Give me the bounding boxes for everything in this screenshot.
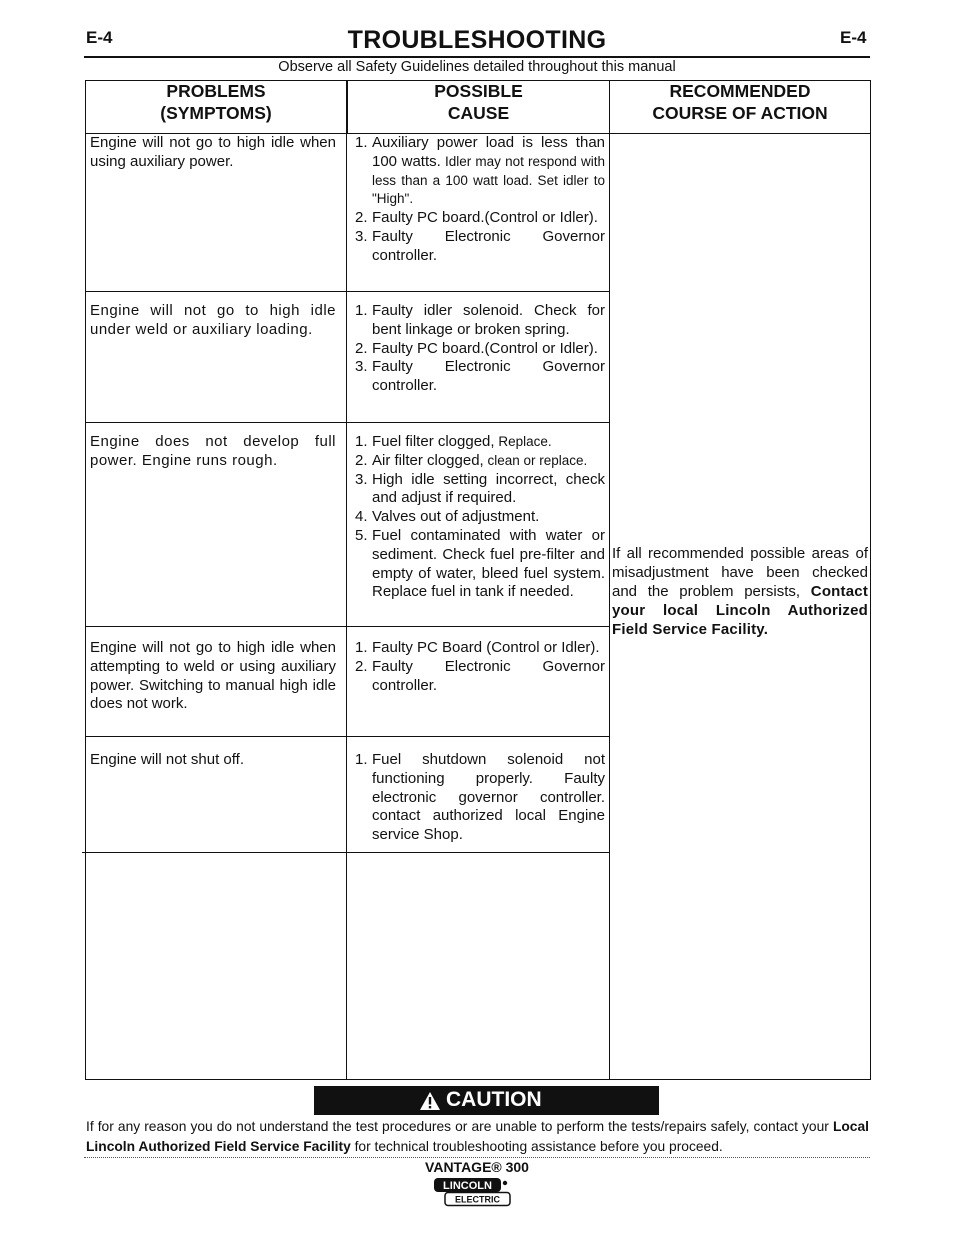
caution-banner (314, 1086, 659, 1115)
cause-item: 2. Faulty PC board.(Control or Idler). (355, 209, 598, 227)
column-divider (346, 133, 347, 1080)
cause-item: 2. Faulty Electronic Governor controller. (355, 657, 605, 694)
action-contact: Contact your local Lincoln Authorized Field Service Facility. (612, 583, 869, 638)
cause-item: 2. Air filter clogged, clean or replace. (355, 451, 588, 469)
column-divider (609, 133, 610, 1080)
lincoln-electric-logo (433, 1177, 512, 1207)
problem-row-1: Engine will not go to high idle when using auxiliary power. (90, 134, 336, 170)
recommended-action: If all recommended possible areas of misadjustment have been checked and the problem persists, Contact your local Lincoln Authorized Field Service Facility. (612, 545, 869, 638)
caution-label: CAUTION (446, 1088, 542, 1111)
row-divider (82, 852, 610, 853)
cause-item: 4. Valves out of adjustment. (355, 508, 540, 526)
caution-text: If for any reason you do not understand the test procedures or are unable to perform the tests/repairs safely, contact your Local Lincoln Authorized Field Service Facility for technical troubleshooting assistance before you proceed. (86, 1119, 869, 1154)
page-code-right: E-4 (840, 28, 867, 47)
page-title: TROUBLESHOOTING (347, 26, 607, 54)
causes-row-2 (355, 302, 605, 396)
safety-note: Observe all Safety Guidelines detailed throughout this manual (278, 59, 676, 75)
causes-row-5 (355, 751, 605, 845)
problem-row-4: Engine will not go to high idle when attempting to weld or using auxiliary power. Switching to manual high idle does not work. (90, 639, 336, 713)
header-action: RECOMMENDED COURSE OF ACTION (652, 81, 828, 123)
row-divider (85, 422, 610, 423)
cause-item: 3. High idle setting incorrect, check and adjust if required. (355, 470, 605, 507)
logo-text-top: LINCOLN (443, 1180, 492, 1192)
causes-row-3 (355, 433, 605, 602)
footer-rule (84, 1157, 870, 1158)
row-divider (85, 736, 610, 737)
cause-item: 2. Faulty PC board.(Control or Idler). (355, 339, 598, 357)
product-name: VANTAGE® 300 (425, 1159, 529, 1175)
cause-item: 1. Faulty PC Board (Control or Idler). (355, 639, 600, 656)
cause-item: 1. Fuel filter clogged, Replace. (355, 433, 552, 450)
problem-row-2: Engine will not go to high idle under weld or auxiliary loading. (90, 302, 336, 338)
cause-item: 1. Fuel shutdown solenoid not functioning properly. Faulty electronic governor controller. contact authorized local Engine service Shop. (355, 751, 605, 844)
cause-item: 3. Faulty Electronic Governor controller. (355, 227, 605, 264)
problem-row-5: Engine will not shut off. (90, 751, 244, 768)
row-divider (85, 291, 610, 292)
causes-row-4 (355, 639, 605, 695)
cause-item: 1. Auxiliary power load is less than 100 watts. Idler may not respond with less than a 100 watt load. Set idler to "High". (355, 134, 605, 207)
cause-item: 3. Faulty Electronic Governor controller. (355, 358, 605, 395)
problem-row-3: Engine does not develop full power. Engine runs rough. (90, 433, 336, 469)
causes-row-1 (355, 134, 605, 266)
cause-item: 5. Fuel contaminated with water or sediment. Check fuel pre-filter and empty of water, bleed fuel system. Replace fuel in tank if needed. (355, 526, 605, 601)
logo-text-bottom: ELECTRIC (455, 1194, 500, 1205)
warning-triangle-icon (419, 1091, 441, 1111)
header-problems: PROBLEMS (SYMPTOMS) (160, 81, 272, 123)
row-divider (85, 626, 610, 627)
header-causes: POSSIBLE CAUSE (434, 81, 523, 123)
page-code-left: E-4 (86, 28, 113, 47)
cause-item: 1. Faulty idler solenoid. Check for bent linkage or broken spring. (355, 302, 605, 338)
title-rule (84, 56, 870, 58)
